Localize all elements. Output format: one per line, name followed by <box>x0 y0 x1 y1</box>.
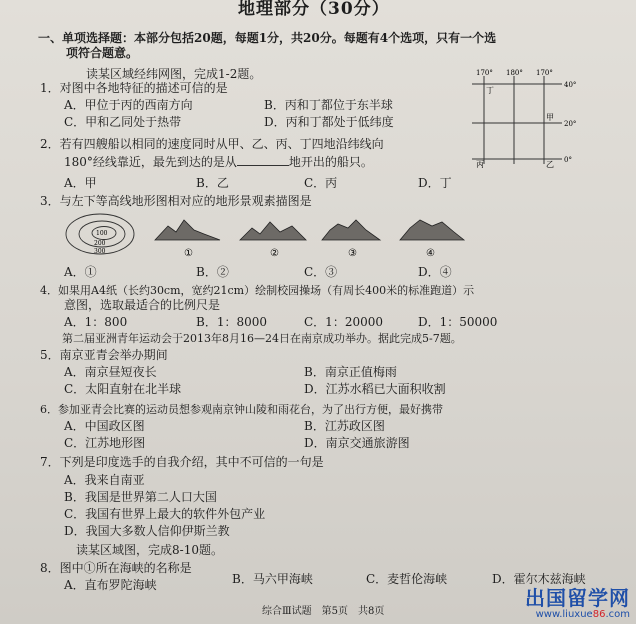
page-title: 地理部分（30分） <box>238 0 390 19</box>
q1-stem: 1．对图中各地特征的描述可信的是 <box>40 81 228 95</box>
q8-option-c: C．麦哲伦海峡 <box>366 572 448 586</box>
q3-stem: 3．与左下等高线地形图相对应的地形景观素描图是 <box>40 194 312 208</box>
q2-stem-part-a: 180°经线靠近，最先到达的是从 <box>64 155 237 169</box>
landscape-sketch-3 <box>322 220 380 259</box>
q6-option-c: C．江苏地形图 <box>64 436 146 450</box>
q5-stem: 5．南京亚青会举办期间 <box>40 348 168 362</box>
q4-stem-cont: 意图，选取最适合的比例尺是 <box>64 298 221 312</box>
q3-option-c: C．③ <box>304 265 338 279</box>
intro-q5-7: 第二届亚洲青年运动会于2013年8月16—24日在南京成功举办。据此完成5-7题。 <box>62 332 462 345</box>
sketch-marker: ② <box>270 248 279 259</box>
contour-value: 300 <box>94 248 106 255</box>
contour-value: 200 <box>94 240 106 247</box>
q7-option-c: C．我国有世界上最大的软件外包产业 <box>64 507 266 521</box>
q5-option-b: B．南京正值梅雨 <box>304 365 397 379</box>
point-label: 乙 <box>546 160 554 168</box>
q2-option-d: D．丁 <box>418 176 452 190</box>
answer-blank <box>237 154 289 166</box>
section-heading-cont: 项符合题意。 <box>66 46 139 60</box>
q2-option-c: C．丙 <box>304 176 338 190</box>
watermark-logo-text: 出国留学网 <box>525 586 630 610</box>
landscape-sketch-1 <box>155 220 220 259</box>
lon-label: 180° <box>506 69 523 77</box>
q7-option-b: B．我国是世界第二人口大国 <box>64 490 217 504</box>
lat-label: 0° <box>564 156 572 164</box>
q7-option-d: D．我国大多数人信仰伊斯兰教 <box>64 524 230 538</box>
q2-option-b: B．乙 <box>196 176 229 190</box>
q8-option-d: D．霍尔木兹海峡 <box>492 572 586 586</box>
point-label: 丁 <box>486 86 494 95</box>
sketch-marker: ③ <box>348 248 357 259</box>
section-heading: 一、单项选择题：本部分包括20题，每题1分，共20分。每题有4个选项，只有一个选 <box>38 31 497 45</box>
q2-stem-part-b: 地开出的船只。 <box>288 155 373 169</box>
contour-value: 100 <box>96 230 108 237</box>
intro-q1-2: 读某区域经纬网图，完成1-2题。 <box>86 67 262 81</box>
lat-label: 20° <box>564 120 577 128</box>
q6-option-b: B．江苏政区图 <box>304 419 385 433</box>
landscape-sketch-2 <box>240 222 306 259</box>
q3-option-d: D．④ <box>418 265 452 279</box>
point-label: 丙 <box>476 160 484 168</box>
q4-option-b: B．1：8000 <box>196 315 267 329</box>
q3-option-a: A．① <box>64 265 97 279</box>
sketch-marker: ① <box>184 248 193 259</box>
q1-option-d: D．丙和丁都处于低纬度 <box>264 115 394 129</box>
q1-option-b: B．丙和丁都位于东半球 <box>264 98 393 112</box>
q5-option-a: A．南京昼短夜长 <box>64 365 157 379</box>
watermark-url-c: .com <box>605 609 630 620</box>
q1-option-c: C．甲和乙同处于热带 <box>64 115 182 129</box>
q2-stem-cont <box>64 154 373 170</box>
q2-stem: 2．若有四艘船以相同的速度同时从甲、乙、丙、丁四地沿纬线向 <box>40 137 384 151</box>
site-watermark <box>525 582 630 620</box>
lat-label: 40° <box>564 81 577 89</box>
sketch-marker: ④ <box>426 248 435 259</box>
q5-option-d: D．江苏水稻已大面积收割 <box>304 382 446 396</box>
watermark-url <box>525 609 630 620</box>
q3-option-b: B．② <box>196 265 229 279</box>
q2-option-a: A．甲 <box>64 176 97 190</box>
q8-option-b: B．马六甲海峡 <box>232 572 313 586</box>
contour-map <box>66 214 134 255</box>
lon-label: 170° <box>476 69 493 77</box>
intro-q8-10: 读某区域图，完成8-10题。 <box>76 543 223 557</box>
lat-lon-grid-map <box>462 68 582 168</box>
q7-stem: 7．下列是印度选手的自我介绍，其中不可信的一句是 <box>40 455 324 469</box>
watermark-url-b: 86 <box>592 609 606 620</box>
lon-label: 170° <box>536 69 553 77</box>
q4-option-d: D．1：50000 <box>418 315 498 329</box>
page-footer: 综合Ⅲ试题 第5页 共8页 <box>262 606 385 617</box>
q1-option-a: A．甲位于丙的西南方向 <box>64 98 193 112</box>
q6-stem: 6．参加亚青会比赛的运动员想参观南京钟山陵和雨花台，为了出行方便，最好携带 <box>40 403 443 416</box>
q4-stem: 4．如果用A4纸（长约30cm，宽约21cm）绘制校园操场（有周长400米的标准跑道）示 <box>40 284 475 297</box>
point-label: 甲 <box>546 113 554 122</box>
q8-stem: 8．图中①所在海峡的名称是 <box>40 561 192 575</box>
q6-option-a: A．中国政区图 <box>64 419 145 433</box>
q7-option-a: A．我来自南亚 <box>64 473 145 487</box>
q8-option-a: A．直布罗陀海峡 <box>64 578 157 592</box>
watermark-url-a: www.liuxue <box>535 609 593 620</box>
q4-option-a: A．1：800 <box>64 315 128 329</box>
landform-figures <box>60 212 470 262</box>
q6-option-d: D．南京交通旅游图 <box>304 436 410 450</box>
q5-option-c: C．太阳直射在北半球 <box>64 382 182 396</box>
landscape-sketch-4 <box>400 220 464 259</box>
q4-option-c: C．1：20000 <box>304 315 383 329</box>
